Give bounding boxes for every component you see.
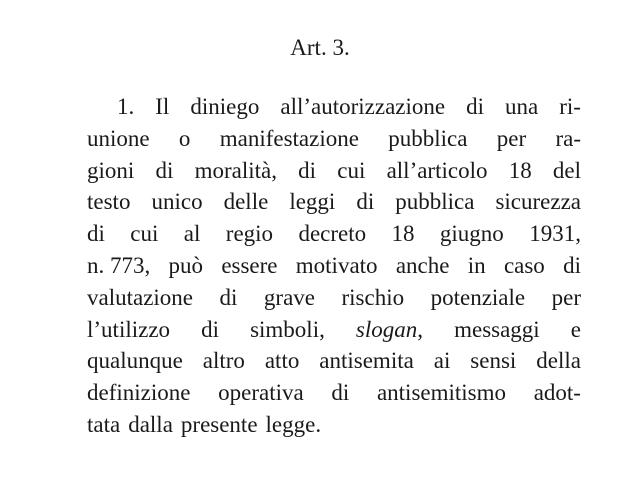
word: rischio xyxy=(341,284,405,310)
word: di xyxy=(356,189,375,215)
paragraph-line xyxy=(87,250,581,282)
word: per xyxy=(551,284,581,310)
word: simboli, xyxy=(250,316,325,342)
word: essere xyxy=(221,252,278,278)
word: anche xyxy=(395,252,450,278)
word: cui xyxy=(337,157,366,183)
word: in xyxy=(467,252,486,278)
word: ri- xyxy=(559,94,581,119)
word: all’autorizzazione xyxy=(280,94,446,119)
paragraph-line xyxy=(87,377,581,409)
word: tata xyxy=(87,411,121,437)
word: unione xyxy=(87,125,150,151)
word: di xyxy=(87,221,105,247)
word: definizione xyxy=(87,380,191,406)
word: l’utilizzo xyxy=(87,316,171,342)
word: pubblica xyxy=(388,125,468,151)
word: decreto xyxy=(298,221,367,247)
word: o xyxy=(178,125,191,151)
article-title: Art. 3. xyxy=(290,35,350,60)
word: atto xyxy=(264,348,300,374)
word: moralità, xyxy=(194,157,277,183)
word: di xyxy=(331,380,350,406)
word: 18 xyxy=(508,157,532,183)
word: presente xyxy=(180,411,258,437)
paragraph-line xyxy=(87,345,581,377)
word: unico xyxy=(151,189,203,215)
word: Il xyxy=(155,94,170,119)
word: giugno xyxy=(439,221,504,247)
word: sensi xyxy=(470,348,517,374)
word: ra- xyxy=(555,125,581,151)
word: testo xyxy=(87,189,131,215)
word: di xyxy=(563,252,581,278)
italic-term: slogan xyxy=(355,316,418,342)
word: delle xyxy=(223,189,269,215)
word: messaggi xyxy=(454,316,540,342)
word: 1931, xyxy=(529,221,581,247)
word: della xyxy=(536,348,581,374)
word: motivato xyxy=(295,252,378,278)
paragraph-line xyxy=(87,155,581,187)
word: cui xyxy=(130,221,159,247)
paragraph-line xyxy=(87,314,581,346)
word: caso xyxy=(503,252,545,278)
word: al xyxy=(183,221,201,247)
word: gioni xyxy=(87,157,135,183)
word: valutazione xyxy=(87,284,194,310)
word: diniego xyxy=(190,94,260,119)
word: di xyxy=(155,157,174,183)
word: di xyxy=(219,284,238,310)
word: antisemitismo xyxy=(376,380,507,406)
article-paragraph-1 xyxy=(87,91,581,441)
word: legge. xyxy=(265,411,322,437)
word: pubblica xyxy=(395,189,475,215)
word: sicurezza xyxy=(495,189,581,215)
paragraph-line xyxy=(87,282,581,314)
word: qualunque xyxy=(87,348,183,374)
word: manifestazione xyxy=(219,125,359,151)
word: di xyxy=(298,157,317,183)
word: n. 773, xyxy=(87,252,151,278)
word: ai xyxy=(433,348,451,374)
word: e xyxy=(570,316,581,342)
word: può xyxy=(168,252,204,278)
paragraph-line xyxy=(87,218,581,250)
paragraph-line xyxy=(87,186,581,218)
word: altro xyxy=(202,348,245,374)
word: del xyxy=(552,157,581,183)
word: una xyxy=(505,94,539,119)
word: regio xyxy=(225,221,274,247)
word: di xyxy=(201,316,219,342)
word: per xyxy=(496,125,527,151)
word: di xyxy=(466,94,484,119)
italic-word: slogan, xyxy=(355,316,424,342)
paragraph-line xyxy=(87,91,581,123)
word: potenziale xyxy=(430,284,526,310)
word: operativa xyxy=(218,380,304,406)
word: 18 xyxy=(391,221,415,247)
word: leggi xyxy=(289,189,336,215)
word: grave xyxy=(263,284,315,310)
word: all’articolo xyxy=(386,157,488,183)
word: dalla xyxy=(128,411,173,437)
paragraph-line xyxy=(87,123,581,155)
paragraph-line xyxy=(87,409,581,441)
word: 1. xyxy=(117,94,135,119)
word: antisemita xyxy=(319,348,414,374)
word: adot- xyxy=(533,380,581,406)
